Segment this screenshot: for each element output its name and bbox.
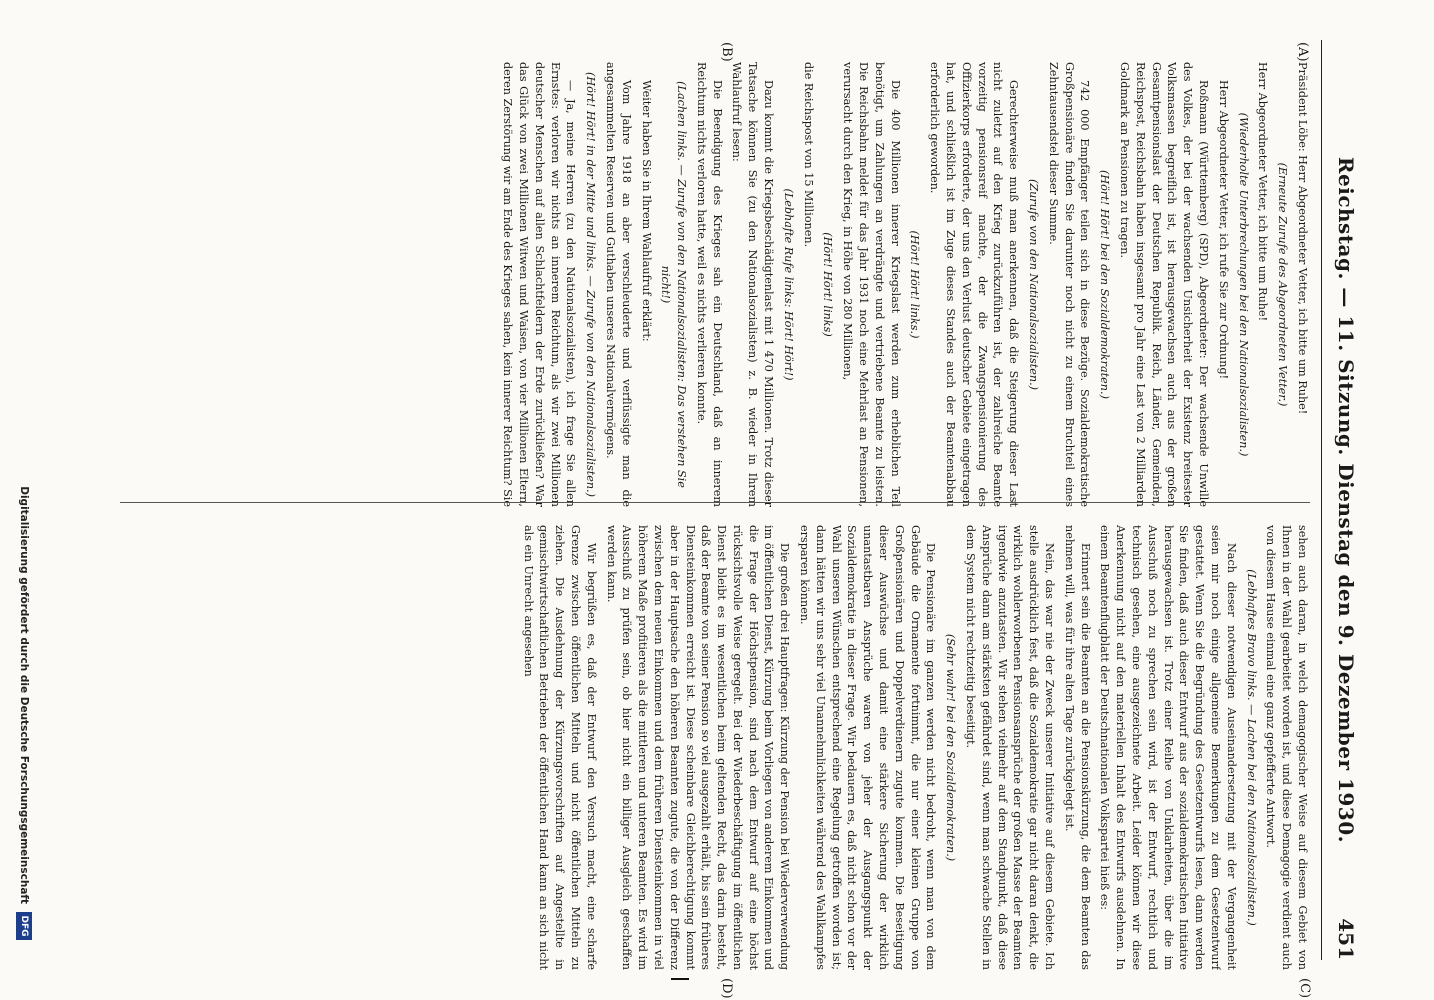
paragraph: Nach dieser notwendigen Auseinandersetzung mit der Vergangenheit seien mir noch einige allgemeine Bemerkungen zu dem Gesetzentwurf gestattet. Wenn Sie die Begründung des Gesetzentwurfs lesen, dann werden Sie finden, daß auch dieser Entwurf aus der sozialdemokratischen Initiative herausgewachsen ist. Trotz einer Reihe von Unklarheiten, über die im Ausschuß noch zu sprechen sein wird, ist der Entwurf, rechtlich und technisch gesehen, eine ausgezeichnete Arbeit. Leider können wir diese Anerkennung nicht auf den materiellen Inhalt des Entwurfs ausdehnen. In einem Beamtenflugblatt der Deutschnationalen Volkspartei hieß es: xyxy=(1098,525,1238,970)
paragraph: Gerechterweise muß man anerkennen, daß die Steigerung dieser Last nicht zuletzt auf den Krieg zurückzuführen ist, der zahlreiche Beamte vorzeitig pensionsreif machte, der die Zwangspensionierung des Offizierkorps erforderte, der uns den Verlust deutscher Gebiete eingetragen hat, und schließlich ist im Zuge dieses Standes auch der Beamtenabbau erforderlich geworden. xyxy=(928,62,1021,507)
interjection: (Wiederholte Unterbrechungen bei den Nationalsozialisten.) xyxy=(1236,112,1250,457)
interjection: (Hört! Hört! bei den Sozialdemokraten.) xyxy=(1098,170,1112,399)
quote: Erinnert sein die Beamten an die Pensionskürzung, die dem Beamten das nehmen will, was für ihre alten Tage zurückgelegt ist. xyxy=(1062,525,1092,970)
dfg-logo: DFG xyxy=(16,912,32,940)
margin-tick xyxy=(671,978,689,980)
quote: Vom Jahre 1918 an aber verschleuderte und verflüssigte man die angesammelten Reserven und Guthaben unseres Nationalvermögens. xyxy=(603,62,633,507)
margin-marker-a: (A) xyxy=(1295,42,1310,62)
margin-marker-d: (D) xyxy=(719,978,734,999)
paragraph: die Reichspost von 15 Millionen. xyxy=(801,62,815,248)
quote: Die Beendigung des Krieges sah ein Deutschland, daß an innerem Reichtum nichts verloren hatte, weil es nichts verlieren konnte. xyxy=(694,62,724,507)
interjection: (Hört! Hört! links.) xyxy=(908,230,922,339)
paragraph: Weiter haben Sie in Ihrem Wahlaufruf erklärt: xyxy=(639,80,653,342)
page-footer xyxy=(12,60,32,940)
column-divider xyxy=(120,502,1310,503)
left-column xyxy=(120,62,1310,507)
paragraph: Herr Abgeordneter Vetter, ich rufe Sie zur Ordnung! xyxy=(1216,80,1230,380)
right-column xyxy=(120,525,1310,970)
paragraph: Dazu kommt die Kriegsbeschädigtenlast mit 1 470 Millionen. Trotz dieser Tatsache können Sie (zu den Nationalsozialisten) z. B. wieder in Ihrem Wahlaufruf lesen: xyxy=(730,62,776,507)
paragraph: Die 400 Millionen innerer Kriegslast werden zum erheblichen Teil benötigt, um Zahlungen an verdrängte und vertriebene Beamte zu leisten. Die Reichsbahn meldet für das Jahr 1931 noch eine Mehrlast an Pensionen, verursacht durch den Krieg, in Höhe von 280 Millionen, xyxy=(841,62,902,507)
page-number: 451 xyxy=(1334,918,1358,960)
interjection: (Lebhaftes Bravo links. — Lachen bei den Nationalsozialisten.) xyxy=(1244,569,1258,926)
footer-text: Digitalisierung gefördert durch die Deutsche Forschungsgemeinschaft xyxy=(18,486,30,904)
interjection: (Sehr wahr! bei den Sozialdemokraten.) xyxy=(944,633,958,862)
paragraph: 742 000 Empfänger teilen sich in diese Bezüge. Sozialdemokratische Großpensionäre finden Sie darunter noch nicht zu einem Bruchteil eines Zehntausendstel dieser Summe. xyxy=(1046,62,1092,507)
paragraph: — Ja, meine Herren (zu den Nationalsozialisten), ich frage Sie allen Ernstes: verloren wir nichts an innerem Reichtum, als wir zwei Millionen deutscher Menschen auf allen Schlachtfeldern der Erde zurückließen? War das Glück von zwei Millionen Witwen und Waisen, von vier Millionen Eltern, deren Zerstörung wir am Ende des Krieges sahen, kein innerer Reichtum? Sie xyxy=(501,62,578,507)
paragraph: sehen auch daran, in welch demagogischer Weise auf diesem Gebiet von Ihnen in der Wahl gearbeitet worden ist, und diese Demagogie verdient auch von diesem Hause einmal eine ganz gepfefferte Antwort. xyxy=(1264,525,1309,970)
paragraph: Roßmann (Württemberg) (SPD), Abgeordneter: Der wachsende Unwille des Volkes, der bei der wachsenden Unsicherheit der Existenz breitester Volksmassen begreiflich ist, ist herausgewachsen auch aus der großen Gesamtpensionslast der Deutschen Republik. Reich, Länder, Gemeinden, Reichspost, Reichsbahn haben insgesamt pro Jahr eine Last von 2 Milliarden Goldmark an Pensionen zu tragen. xyxy=(1118,62,1211,507)
paragraph: Die großen drei Hauptfragen: Kürzung der Pension bei Wiederverwendung im öffentlichen Dienst, Kürzung beim Vorliegen von anderem Einkommen und die Frage der Höchstpension, sind nach dem Entwurf auf eine höchst rücksichtsvolle Weise geregelt. Bei der Wiederbeschäftigung im öffentlichen Dienst bleibt es im wesentlichen beim geltenden Recht, das darin besteht, daß der Beamte von seiner Pension so viel ausgezahlt erhält, bis sein früheres Diensteinkommen erreicht ist. Diese scheinbare Gleichberechtigung kommt aber in der Hauptsache den höheren Beamten zugute, die von der Differenz zwischen dem neuen Einkommen und dem früheren Diensteinkommen in viel höherem Maße profitieren als die mittleren und unteren Beamten. Es wird im Ausschuß zu prüfen sein, ob hier nicht ein billiger Ausgleich geschaffen werden kann. xyxy=(604,525,792,970)
paragraph: Die Pensionäre im ganzen werden nicht bedroht, wenn man von dem Gebäude die Ornamente fortnimmt, die nur einer kleinen Gruppe von Großpensionären und Doppelverdienern zugute kommen. Die Beseitigung dieser Auswüchse und damit eine stärkere Sicherung der wirklich unantastbaren Ansprüche waren von jeher der Ausgangspunkt der Sozialdemokratie in dieser Frage. Wir bedauern es, daß nicht schon vor der Wahl unseren Wünschen entsprechend eine Regelung getroffen worden ist; dann hätten wir uns sehr viel Unannehmlichkeiten während des Wahlkampfes ersparen können. xyxy=(798,525,938,970)
paragraph: Präsident Löbe: Herr Abgeordneter Vetter, ich bitte um Ruhe! xyxy=(1296,62,1309,415)
paragraph: Wir begrüßen es, daß der Entwurf den Versuch macht, eine scharfe Grenze zwischen öffentlichen Mitteln und nicht öffentlichen Mitteln zu ziehen. Die Ausdehnung der Kürzungsvorschriften auf Angestellte in gemischtwirtschaftlichen Betrieben der öffentlichen Hand kann an sich nicht als ein Unrecht angesehen xyxy=(521,525,598,970)
interjection: (Hört! Hört! links) xyxy=(821,232,835,337)
margin-marker-c: (C) xyxy=(1297,978,1312,999)
interjection: (Erneute Zurufe des Abgeordneten Vetter.) xyxy=(1276,162,1290,407)
paragraph: Herr Abgeordneter Vetter, ich bitte um Ruhe! xyxy=(1256,62,1270,322)
interjection: (Lebhafte Rufe links: Hört! Hört!) xyxy=(781,188,795,381)
page-header xyxy=(1321,40,1362,960)
interjection: (Hört! Hört! in der Mitte und links. — Zurufe von den Nationalsozialisten.) xyxy=(584,72,598,497)
interjection: (Lachen links. — Zurufe von den Nationalsozialisten: Das verstehen Sie nicht!) xyxy=(659,81,689,488)
header-title: Reichstag. — 11. Sitzung. Dienstag den 9. Dezember 1930. xyxy=(1334,156,1358,844)
interjection: (Zurufe von den Nationalsozialisten.) xyxy=(1027,178,1041,391)
margin-marker-b: (B) xyxy=(719,42,734,62)
paragraph: Nein, das war nie der Zweck unserer Initiative auf diesem Gebiete. Ich stelle ausdrücklich fest, daß die Sozialdemokratie gar nicht daran denkt, die wirklich wohlerworbenen Pensionsansprüche der großen Masse der Beamten irgendwie anzutasten. Wir stehen vielmehr auf dem Standpunkt, daß diese Ansprüche dann am stärksten gefährdet sind, wenn man schwache Stellen in dem System nicht rechtzeitig beseitigt. xyxy=(964,525,1057,970)
